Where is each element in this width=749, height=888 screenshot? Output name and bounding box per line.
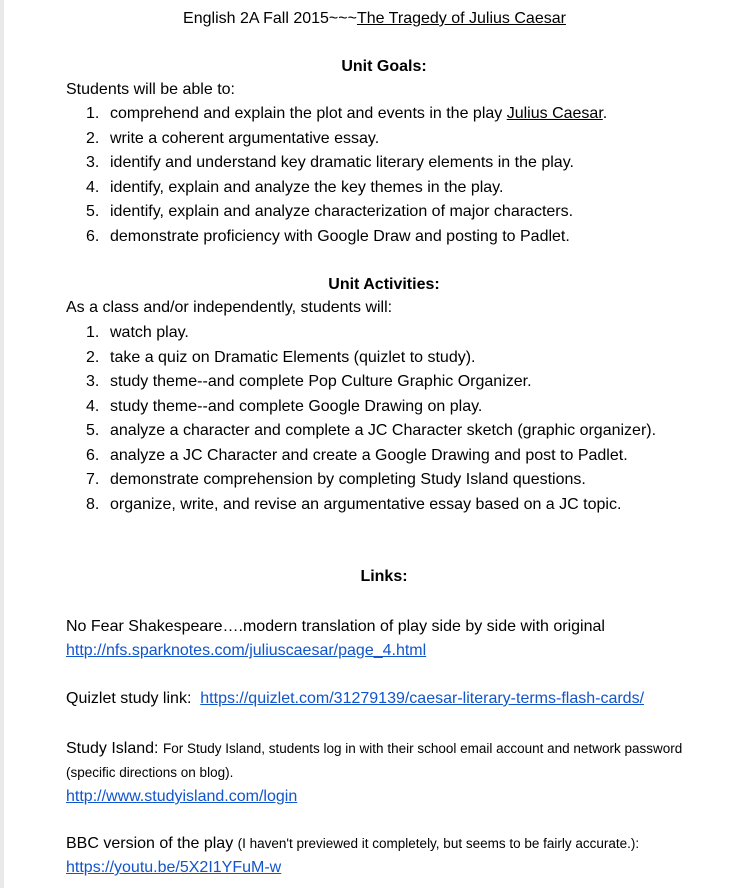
play-name-underlined: Julius Caesar <box>506 105 603 122</box>
quizlet-paragraph <box>66 687 726 711</box>
bbc-note: (I haven't previewed it completely, but seems to be fairly accurate.): <box>237 836 640 851</box>
unit-activities-intro: As a class and/or independently, students will: <box>66 299 393 316</box>
play-title: The Tragedy of Julius Caesar <box>356 10 566 27</box>
list-item: 4. study theme--and complete Google Drawing on play. <box>86 397 483 415</box>
unit-goals-list <box>66 102 706 249</box>
study-island-paragraph <box>66 737 726 809</box>
quizlet-label: Quizlet study link: <box>66 690 192 707</box>
list-item: 7. demonstrate comprehension by completing Study Island questions. <box>86 471 586 488</box>
study-island-note: For Study Island, students log in with their school email account and network password (specific directions on blog). <box>66 741 683 780</box>
page-left-border <box>0 0 4 888</box>
list-item: 8. organize, write, and revise an argumentative essay based on a JC topic. <box>86 495 622 513</box>
no-fear-link[interactable]: http://nfs.sparknotes.com/juliuscaesar/page_4.html <box>66 642 427 659</box>
bbc-label: BBC version of the play <box>66 835 238 852</box>
study-island-link[interactable]: http://www.studyisland.com/login <box>66 788 298 805</box>
title-prefix: English 2A Fall 2015~~~ <box>183 10 357 27</box>
links-heading: Links: <box>360 568 408 585</box>
unit-goals-heading: Unit Goals: <box>341 58 427 75</box>
study-island-label: Study Island: <box>66 740 163 757</box>
list-item: 5. analyze a character and complete a JC Character sketch (graphic organizer). <box>86 422 657 439</box>
list-item: 3. study theme--and complete Pop Culture Graphic Organizer. <box>86 373 532 390</box>
no-fear-text: No Fear Shakespeare….modern translation of play side by side with original <box>66 618 605 635</box>
unit-goals-intro: Students will be able to: <box>66 81 235 98</box>
list-item: 1. watch play. <box>86 324 189 341</box>
list-item: 1. comprehend and explain the plot and events in the play Julius Caesar. <box>86 105 608 122</box>
list-item: 4. identify, explain and analyze the key themes in the play. <box>86 178 504 196</box>
no-fear-paragraph <box>66 615 726 663</box>
quizlet-link[interactable]: https://quizlet.com/31279139/caesar-literary-terms-flash-cards/ <box>200 690 645 707</box>
list-item: 6. demonstrate proficiency with Google Draw and posting to Padlet. <box>86 227 570 245</box>
list-item: 5. identify, explain and analyze characterization of major characters. <box>86 203 574 220</box>
unit-activities-list <box>66 321 706 517</box>
bbc-paragraph <box>66 832 726 880</box>
unit-activities-heading: Unit Activities: <box>328 276 440 293</box>
list-item: 2. write a coherent argumentative essay. <box>86 129 380 147</box>
list-item: 2. take a quiz on Dramatic Elements (quizlet to study). <box>86 348 476 366</box>
bbc-link[interactable]: https://youtu.be/5X2I1YFuM-w <box>66 859 282 876</box>
list-item: 6. analyze a JC Character and create a Google Drawing and post to Padlet. <box>86 446 628 464</box>
document-title <box>0 9 749 29</box>
list-item: 3. identify and understand key dramatic literary elements in the play. <box>86 154 574 171</box>
